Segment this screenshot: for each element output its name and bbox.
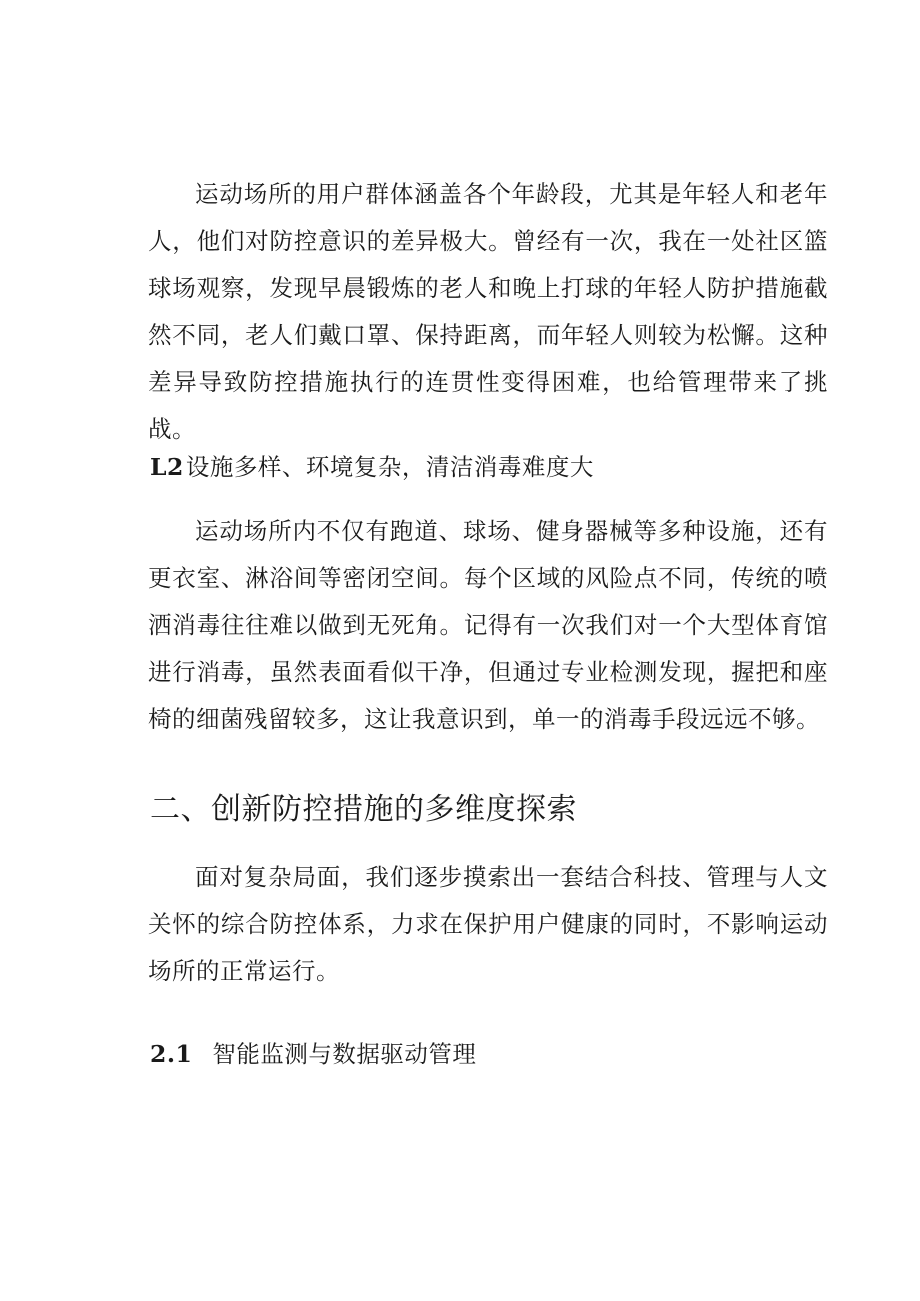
paragraph-user-age-groups: 运动场所的用户群体涵盖各个年龄段，尤其是年轻人和老年人，他们对防控意识的差异极大。曾经有一次，我在一处社区篮球场观察，发现早晨锻炼的老人和晚上打球的年轻人防护措施截然不同，老人们戴口罩、保持距离，而年轻人则较为松懈。这种差异导致防控措施执行的连贯性变得困难，也给管理带来了挑战。 [148,180,828,443]
subheading-smart-monitoring [150,1038,476,1070]
subheading-facilities [150,451,594,483]
subheading-text: 设施多样、环境复杂，清洁消毒难度大 [185,453,594,481]
paragraph-facilities-disinfection: 运动场所内不仅有跑道、球场、健身器械等多种设施，还有更衣室、淋浴间等密闭空间。每个区域的风险点不同，传统的喷洒消毒往往难以做到无死角。记得有一次我们对一个大型体育馆进行消毒，虽然表面看似干净，但通过专业检测发现，握把和座椅的细菌残留较多，这让我意识到，单一的消毒手段远远不够。 [148,517,828,733]
section-heading: 二、创新防控措施的多维度探索 [150,792,577,827]
subheading-number: 2.1 [150,1040,193,1068]
subheading-number: L2 [150,453,184,481]
paragraph-comprehensive-system: 面对复杂局面，我们逐步摸索出一套结合科技、管理与人文关怀的综合防控体系，力求在保护用户健康的同时，不影响运动场所的正常运行。 [148,863,828,985]
subheading-text: 智能监测与数据驱动管理 [212,1040,477,1068]
